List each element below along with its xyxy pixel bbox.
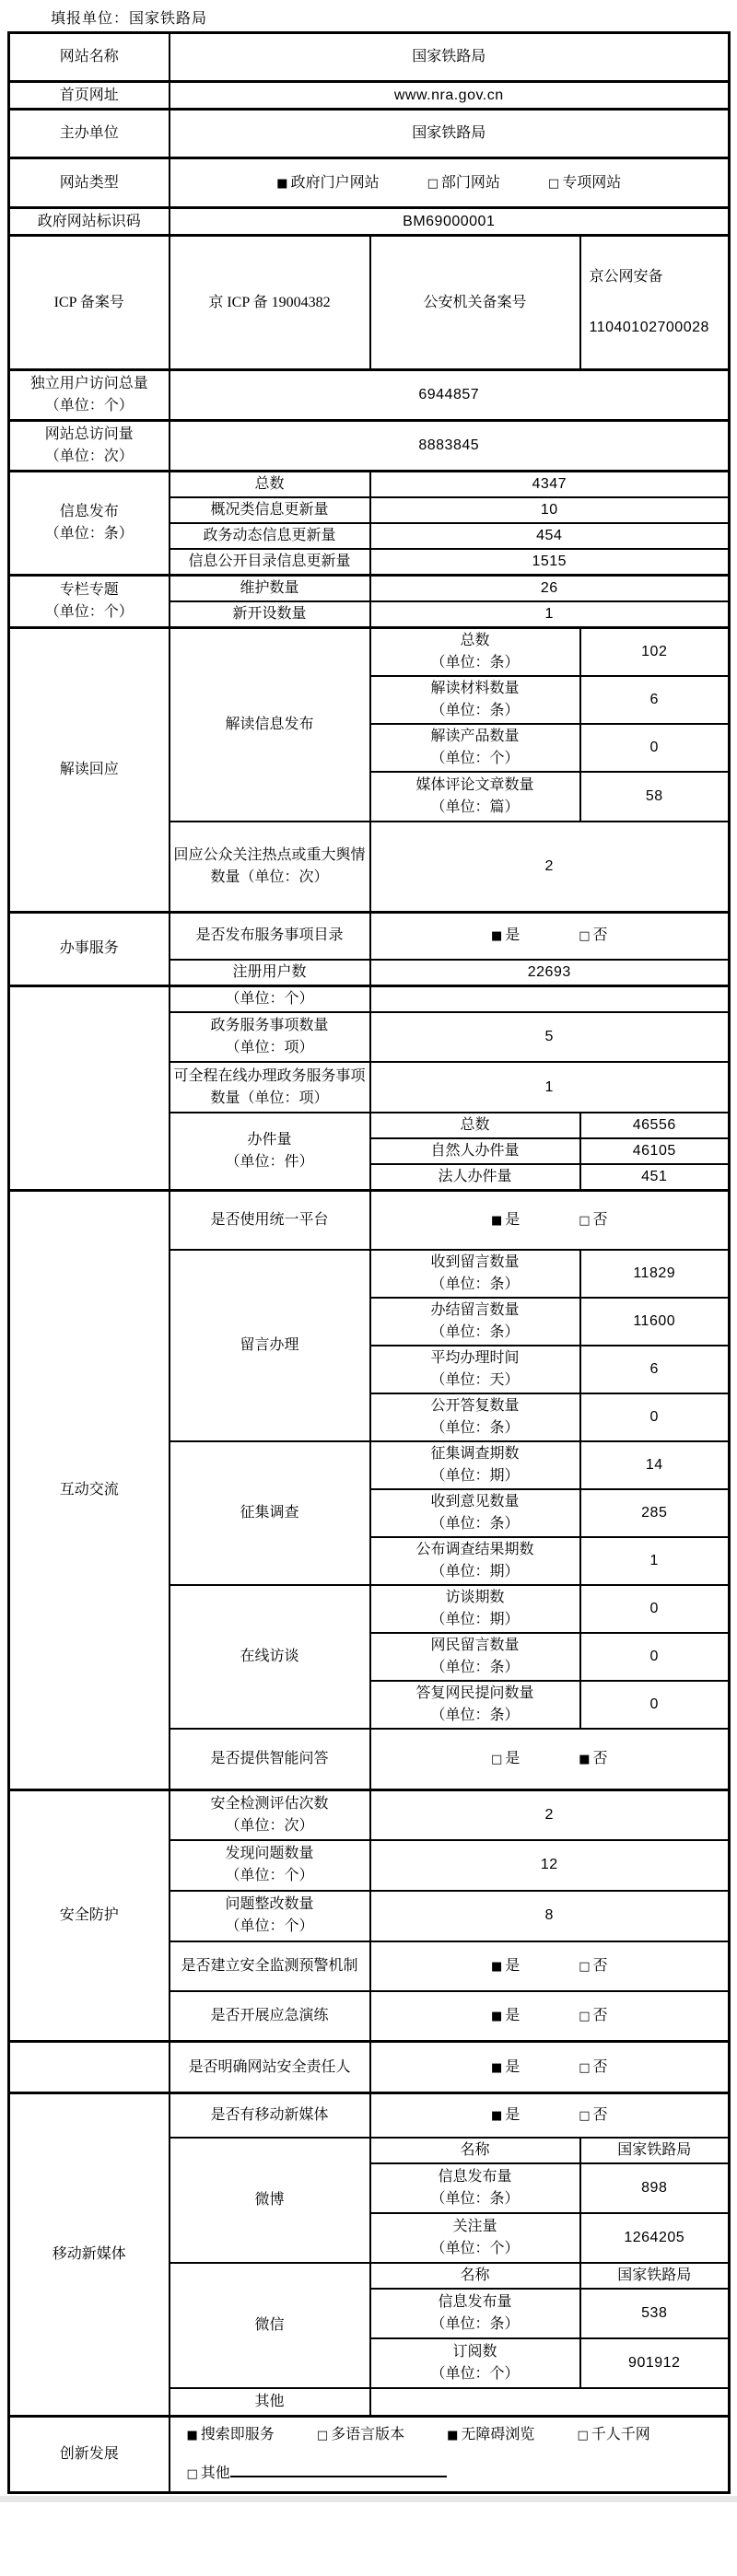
option-no [579,925,607,947]
unit-line: （单位：期） [430,1563,520,1579]
checkbox-empty-icon: □ [579,2060,591,2075]
unit-line: （单位：天） [430,1371,520,1388]
sub-label [370,1441,580,1489]
sub-value: 1 [370,601,730,628]
sub-label: 概况类信息更新量 [170,497,370,523]
sub-value: 0 [580,1681,730,1729]
interviews-label: 在线访谈 [170,1585,370,1729]
label-line: 网民留言数量 [430,1637,520,1653]
sub-label [370,1489,580,1537]
yes-no-group [375,1209,725,1231]
option-accessibility [447,2424,534,2446]
option-label: 无障碍浏览 [461,2426,535,2442]
info-release-label [9,472,170,576]
option-no [579,2005,607,2027]
has-mobile-options [370,2093,730,2138]
sub-label [370,1393,580,1441]
label-line: 平均办理时间 [430,1349,520,1366]
label-line: 收到留言数量 [430,1253,520,1270]
interaction-label: 互动交流 [9,1191,170,1790]
option-label: 是 [505,1211,521,1228]
security-label: 安全防护 [9,1790,170,2042]
checkbox-empty-icon: □ [579,1959,591,1974]
police-record-value [580,236,730,370]
page-title: 填报单位：国家铁路局 [51,11,208,27]
option-label: 搜索即服务 [200,2426,275,2442]
checkbox-empty-icon: □ [577,2428,589,2442]
unit-row-value [370,986,730,1013]
sub-value: 6 [580,1346,730,1393]
unit-line: （单位：期） [430,1467,520,1484]
label-line: 专栏专题 [59,582,119,598]
sub-value: 国家铁路局 [580,2138,730,2163]
option-yes [491,2005,520,2027]
yes-no-group [375,1748,725,1770]
checkbox-filled-icon: ■ [490,2108,503,2123]
police-record-label: 公安机关备案号 [370,236,580,370]
option-label: 政府门户网站 [290,174,380,191]
option-label: 部门网站 [440,174,500,191]
interpretation-label: 解读回应 [9,628,170,913]
sub-label [370,2163,580,2213]
yes-no-group [375,1955,725,1977]
label-line: 问题整改数量 [225,1896,314,1912]
sub-label: 总数 [170,472,370,498]
yes-no-group [375,925,725,947]
sub-label: 法人办件量 [370,1164,580,1191]
checkbox-group [174,2424,725,2446]
catalog-options [370,912,730,960]
option-personalized [577,2424,649,2446]
checkbox-filled-icon: ■ [276,176,288,191]
catalog-label: 是否发布服务事项目录 [170,912,370,960]
service-items-label [170,1012,370,1062]
yes-no-group [375,2005,725,2027]
unit-line: （单位：条） [430,1515,520,1532]
sub-label [370,676,580,724]
checkbox-empty-icon: □ [316,2428,329,2442]
sub-value: 58 [580,772,730,822]
option-label: 是 [505,2106,521,2123]
checkbox-empty-icon: □ [579,1213,591,1228]
option-no [579,2104,607,2127]
icp-label: ICP 备案号 [9,236,170,370]
option-label: 否 [592,2058,608,2075]
report-table [7,31,731,2494]
blank-underline [230,2461,447,2478]
unit-line: （单位：个） [430,2365,520,2382]
option-label: 专项网站 [562,174,622,191]
option-yes [491,2057,520,2079]
site-type-label: 网站类型 [9,158,170,208]
option-label: 否 [592,2007,608,2023]
sub-value: 102 [580,628,730,677]
site-name-label: 网站名称 [9,33,170,82]
unified-platform-label: 是否使用统一平台 [170,1191,370,1250]
option-special [548,172,621,194]
site-code-value: BM69000001 [170,208,730,236]
sub-value: 4347 [370,472,730,498]
label-line: 信息发布量 [438,2293,512,2310]
sub-label: 新开设数量 [170,601,370,628]
hot-response-label: 回应公众关注热点或重大舆情数量（单位：次） [170,822,370,912]
option-label: 否 [592,927,608,944]
sub-label [370,1537,580,1585]
mobile-label: 移动新媒体 [9,2093,170,2417]
unit-line: （单位：条） [430,1419,520,1436]
sub-value: 898 [580,2163,730,2213]
sub-value: 14 [580,1441,730,1489]
option-yes [491,1748,520,1770]
option-yes [491,1955,520,1977]
sub-label [370,1681,580,1729]
sub-value: 26 [370,576,730,602]
unit-line: （单位：条） [430,1276,520,1292]
label-line: 解读产品数量 [430,729,520,744]
sub-label [370,2289,580,2338]
site-name-value: 国家铁路局 [170,33,730,82]
option-no [579,2057,607,2079]
registered-users-label: 注册用户数 [170,960,370,986]
innovation-label: 创新发展 [9,2417,170,2493]
label-line: 公开答复数量 [430,1397,520,1414]
sub-value: 8 [370,1891,730,1941]
security-officer-options [370,2042,730,2093]
unit-line: （单位：条） [430,2315,520,2332]
sub-label: 总数 [370,1113,580,1138]
option-yes [491,1209,520,1231]
checkbox-empty-icon: □ [579,929,591,944]
weibo-label: 微博 [170,2138,370,2263]
yes-no-group [375,2057,725,2079]
label-line: 网站总访问量 [44,426,134,442]
sub-value: 46556 [580,1113,730,1138]
messages-label: 留言办理 [170,1250,370,1441]
sub-value: 0 [580,1633,730,1681]
checkbox-empty-icon: □ [186,2467,198,2482]
sub-label [370,1298,580,1346]
label-line: 信息发布 [59,504,119,519]
security-officer-spacer [9,2042,170,2093]
unit-line: （单位：个） [430,2240,520,2256]
mobile-other-label: 其他 [170,2388,370,2417]
sub-value: 46105 [580,1138,730,1164]
police-record-lines [581,237,729,368]
yes-no-group [375,2104,725,2127]
sub-value: 901912 [580,2338,730,2388]
checkbox-filled-icon: ■ [447,2428,459,2442]
unit-line: （单位：条） [430,2190,520,2207]
checkbox-empty-icon: □ [427,176,439,191]
unit-line: （单位：条） [430,1659,520,1675]
sub-value: 1264205 [580,2213,730,2263]
label-line: 办结留言数量 [430,1301,520,1318]
has-mobile-label: 是否有移动新媒体 [170,2093,370,2138]
option-no [579,1955,607,1977]
unit-row-label: （单位：个） [170,986,370,1013]
unique-visitors-label [9,370,170,421]
online-items-label: 可全程在线办理政务服务事项数量（单位：项） [170,1062,370,1113]
monitoring-label: 是否建立安全监测预警机制 [170,1941,370,1991]
checkbox-filled-icon: ■ [490,2060,503,2075]
sub-label: 名称 [370,2138,580,2163]
sub-label [370,2338,580,2388]
option-multilingual [317,2424,404,2446]
label-line: 办件量 [247,1132,292,1148]
sub-value: 国家铁路局 [580,2263,730,2289]
option-label: 千人千网 [591,2426,650,2442]
unit-line: （单位：个） [430,751,520,766]
label-line: 公布调查结果期数 [415,1541,534,1557]
sub-value: 1 [580,1537,730,1585]
option-other [187,2465,230,2481]
icp-value: 京 ICP 备 19004382 [170,236,370,370]
sub-value: 0 [580,1585,730,1633]
police-line1: 京公网安备 [589,268,663,285]
unit-line: （单位：篇） [430,799,520,815]
site-type-options [170,158,730,208]
sub-label [370,724,580,772]
site-code-label: 政府网站标识码 [9,208,170,236]
sub-label [370,1585,580,1633]
checkbox-filled-icon: ■ [186,2428,198,2442]
option-search-service [187,2424,275,2446]
sub-label [170,1790,370,1840]
police-line2: 11040102700028 [589,320,709,336]
innovation-other-line [174,2461,725,2486]
sub-label: 名称 [370,2263,580,2289]
security-officer-label: 是否明确网站安全责任人 [170,2042,370,2093]
home-url-label: 首页网址 [9,82,170,110]
label-line: 媒体评论文章数量 [415,777,534,793]
label-line: 答复网民提问数量 [415,1684,534,1701]
sub-value: 11600 [580,1298,730,1346]
label-line: 信息发布量 [438,2168,512,2185]
wechat-label: 微信 [170,2263,370,2388]
option-label: 是 [505,2007,521,2023]
services-cont-spacer [9,986,170,1191]
sub-value: 1515 [370,549,730,576]
checkbox-empty-icon: □ [490,1752,503,1766]
label-line: 征集调查期数 [430,1445,520,1462]
label-line: 独立用户访问总量 [29,376,148,391]
surveys-label: 征集调查 [170,1441,370,1585]
checkbox-filled-icon: ■ [579,1752,591,1766]
sub-label [370,1250,580,1298]
sub-value: 0 [580,724,730,772]
label-line: 访谈期数 [445,1589,505,1605]
checkbox-empty-icon: □ [547,176,560,191]
option-label: 是 [505,2058,521,2075]
checkbox-filled-icon: ■ [490,1959,503,1974]
sub-label [370,628,580,677]
option-label: 否 [592,1750,608,1766]
sub-label [370,1346,580,1393]
label-line: 订阅数 [452,2343,497,2360]
option-label: 是 [505,927,521,944]
sub-value: 12 [370,1840,730,1891]
service-items-value: 5 [370,1012,730,1062]
sub-value: 2 [370,1790,730,1840]
online-items-value: 1 [370,1062,730,1113]
unit-line: （单位：个） [225,1918,314,1934]
label-line: 解读材料数量 [430,681,520,696]
sub-label [370,772,580,822]
label-line: 收到意见数量 [430,1493,520,1509]
checkbox-filled-icon: ■ [490,929,503,944]
interpretation-publish-label: 解读信息发布 [170,628,370,822]
option-label: 否 [592,1957,608,1974]
checkbox-filled-icon: ■ [490,2009,503,2023]
option-label: 否 [592,2106,608,2123]
sub-label [370,1633,580,1681]
unit-line: （单位：期） [430,1611,520,1627]
services-label: 办事服务 [9,912,170,986]
innovation-options [170,2417,730,2493]
unit-line: （单位：条） [430,703,520,718]
label-line: 总数 [460,633,490,648]
checkbox-filled-icon: ■ [490,1213,503,1228]
drill-label: 是否开展应急演练 [170,1991,370,2042]
option-label: 其他 [200,2465,230,2482]
checkbox-group [174,172,725,194]
unit-line: （单位：次） [44,449,134,464]
sub-label: 信息公开目录信息更新量 [170,549,370,576]
sub-value: 285 [580,1489,730,1537]
checkbox-empty-icon: □ [579,2108,591,2123]
hot-response-value: 2 [370,822,730,912]
sub-value: 538 [580,2289,730,2338]
mobile-other-value [370,2388,730,2417]
sub-value: 11829 [580,1250,730,1298]
drill-options [370,1991,730,2042]
sub-label: 政务动态信息更新量 [170,523,370,549]
sub-label: 自然人办件量 [370,1138,580,1164]
registered-users-value: 22693 [370,960,730,986]
sub-label [170,1840,370,1891]
monitoring-options [370,1941,730,1991]
option-label: 是 [505,1750,521,1766]
sub-value: 0 [580,1393,730,1441]
option-no [579,1209,607,1231]
unit-line: （单位：次） [225,1817,314,1834]
total-visits-label [9,421,170,472]
option-label: 是 [505,1957,521,1974]
label-line: 发现问题数量 [225,1846,314,1861]
unit-line: （单位：条） [430,1707,520,1723]
sub-label [170,1891,370,1941]
smart-qa-options [370,1729,730,1790]
unit-line: （单位：件） [225,1154,314,1170]
smart-qa-label: 是否提供智能问答 [170,1729,370,1790]
option-no [579,1748,607,1770]
option-portal [276,172,379,194]
sub-value: 454 [370,523,730,549]
sub-value: 10 [370,497,730,523]
unit-line: （单位：个） [44,398,134,414]
sub-value: 6 [580,676,730,724]
label-line: 关注量 [452,2218,497,2234]
option-label: 多语言版本 [331,2426,405,2442]
unit-line: （单位：个） [225,1868,314,1883]
unit-line: （单位：项） [225,1040,314,1055]
total-visits-value: 8883845 [170,421,730,472]
unified-platform-options [370,1191,730,1250]
option-department [427,172,500,194]
sub-label: 维护数量 [170,576,370,602]
home-url-value: www.nra.gov.cn [170,82,730,110]
sub-value: 451 [580,1164,730,1191]
option-yes [491,925,520,947]
unit-line: （单位：条） [430,1323,520,1340]
option-label: 否 [592,1211,608,1228]
organizer-value: 国家铁路局 [170,110,730,158]
sub-label [370,2213,580,2263]
page-edge [0,2496,737,2502]
unit-line: （单位：条） [44,526,134,542]
unit-line: （单位：条） [430,655,520,670]
checkbox-empty-icon: □ [579,2009,591,2023]
organizer-label: 主办单位 [9,110,170,158]
unit-line: （单位：个） [44,604,134,620]
option-yes [491,2104,520,2127]
unique-visitors-value: 6944857 [170,370,730,421]
label-line: 政务服务事项数量 [210,1018,329,1033]
label-line: 安全检测评估次数 [210,1795,329,1812]
handled-label [170,1113,370,1191]
special-columns-label [9,576,170,628]
